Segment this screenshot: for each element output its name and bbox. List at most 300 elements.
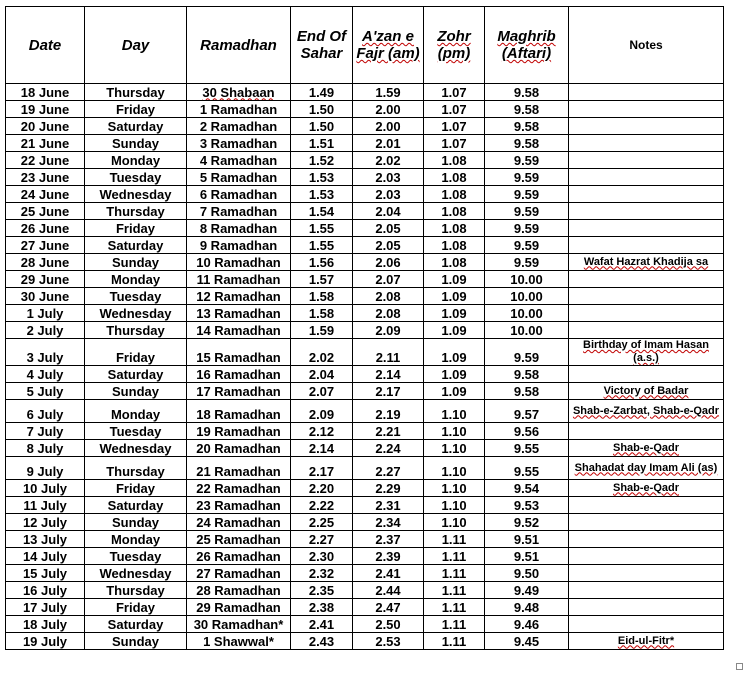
cell-ramadhan: 25 Ramadhan [187,531,291,548]
cell-notes [569,135,724,152]
cell-maghrib: 9.59 [485,169,569,186]
cell-day: Saturday [85,616,187,633]
header-row [6,7,724,84]
cell-ramadhan: 1 Shawwal* [187,633,291,650]
cell-date: 10 July [6,480,85,497]
cell-notes: Eid-ul-Fitr* [569,633,724,650]
cell-maghrib: 9.59 [485,339,569,366]
cell-end-of-sahar: 2.17 [291,457,353,480]
header-azan-fajr: A'zan e Fajr (am) [353,7,424,84]
cell-azan-fajr: 2.00 [353,118,424,135]
table-row [6,514,724,531]
cell-ramadhan: 19 Ramadhan [187,423,291,440]
cell-azan-fajr: 2.05 [353,237,424,254]
cell-azan-fajr: 1.59 [353,84,424,101]
cell-azan-fajr: 2.09 [353,322,424,339]
table-row [6,599,724,616]
cell-end-of-sahar: 2.43 [291,633,353,650]
cell-azan-fajr: 2.41 [353,565,424,582]
cell-zohr: 1.09 [424,366,485,383]
cell-maghrib: 9.58 [485,366,569,383]
table-row [6,288,724,305]
cell-end-of-sahar: 2.20 [291,480,353,497]
table-row [6,220,724,237]
cell-end-of-sahar: 1.56 [291,254,353,271]
table-row [6,169,724,186]
cell-maghrib: 9.55 [485,457,569,480]
cell-azan-fajr: 2.03 [353,169,424,186]
cell-zohr: 1.10 [424,423,485,440]
cell-ramadhan: 16 Ramadhan [187,366,291,383]
cell-date: 8 July [6,440,85,457]
cell-end-of-sahar: 1.58 [291,305,353,322]
cell-end-of-sahar: 1.57 [291,271,353,288]
cell-end-of-sahar: 2.14 [291,440,353,457]
cell-zohr: 1.10 [424,480,485,497]
cell-ramadhan: 23 Ramadhan [187,497,291,514]
cell-maghrib: 10.00 [485,322,569,339]
cell-azan-fajr: 2.11 [353,339,424,366]
cell-zohr: 1.09 [424,305,485,322]
table-row [6,305,724,322]
cell-end-of-sahar: 1.53 [291,169,353,186]
cell-end-of-sahar: 2.12 [291,423,353,440]
cell-azan-fajr: 2.53 [353,633,424,650]
cell-zohr: 1.11 [424,565,485,582]
table-row [6,366,724,383]
cell-date: 16 July [6,582,85,599]
cell-zohr: 1.11 [424,616,485,633]
cell-maghrib: 9.56 [485,423,569,440]
cell-notes [569,84,724,101]
resize-handle[interactable] [736,663,743,670]
cell-date: 5 July [6,383,85,400]
cell-maghrib: 9.59 [485,254,569,271]
table-row [6,118,724,135]
cell-notes [569,237,724,254]
cell-end-of-sahar: 2.32 [291,565,353,582]
cell-day: Monday [85,531,187,548]
cell-day: Sunday [85,383,187,400]
cell-day: Sunday [85,254,187,271]
cell-day: Monday [85,400,187,423]
table-row [6,582,724,599]
cell-date: 9 July [6,457,85,480]
cell-end-of-sahar: 1.52 [291,152,353,169]
cell-end-of-sahar: 1.49 [291,84,353,101]
cell-date: 22 June [6,152,85,169]
cell-day: Tuesday [85,423,187,440]
cell-azan-fajr: 2.02 [353,152,424,169]
cell-date: 25 June [6,203,85,220]
cell-zohr: 1.09 [424,339,485,366]
cell-date: 21 June [6,135,85,152]
cell-notes: Birthday of Imam Hasan (a.s.) [569,339,724,366]
cell-ramadhan: 17 Ramadhan [187,383,291,400]
cell-azan-fajr: 2.34 [353,514,424,531]
cell-day: Sunday [85,633,187,650]
cell-ramadhan: 1 Ramadhan [187,101,291,118]
cell-notes [569,305,724,322]
cell-notes [569,203,724,220]
cell-ramadhan: 28 Ramadhan [187,582,291,599]
cell-end-of-sahar: 1.51 [291,135,353,152]
cell-date: 6 July [6,400,85,423]
cell-zohr: 1.08 [424,186,485,203]
cell-date: 29 June [6,271,85,288]
cell-zohr: 1.11 [424,531,485,548]
cell-day: Thursday [85,203,187,220]
cell-date: 15 July [6,565,85,582]
cell-date: 17 July [6,599,85,616]
table-row [6,203,724,220]
cell-zohr: 1.08 [424,237,485,254]
cell-ramadhan: 12 Ramadhan [187,288,291,305]
cell-notes [569,118,724,135]
cell-zohr: 1.09 [424,322,485,339]
header-day: Day [85,7,187,84]
cell-notes [569,271,724,288]
cell-end-of-sahar: 2.38 [291,599,353,616]
cell-date: 18 June [6,84,85,101]
table-row [6,271,724,288]
cell-maghrib: 9.59 [485,186,569,203]
cell-day: Sunday [85,135,187,152]
cell-end-of-sahar: 2.27 [291,531,353,548]
cell-zohr: 1.11 [424,582,485,599]
cell-day: Friday [85,339,187,366]
cell-end-of-sahar: 2.02 [291,339,353,366]
cell-azan-fajr: 2.04 [353,203,424,220]
cell-date: 13 July [6,531,85,548]
table-row [6,616,724,633]
cell-zohr: 1.10 [424,457,485,480]
cell-day: Wednesday [85,305,187,322]
cell-azan-fajr: 2.01 [353,135,424,152]
cell-end-of-sahar: 1.54 [291,203,353,220]
cell-day: Friday [85,599,187,616]
cell-end-of-sahar: 2.30 [291,548,353,565]
cell-maghrib: 9.58 [485,101,569,118]
cell-end-of-sahar: 2.04 [291,366,353,383]
table-row [6,440,724,457]
cell-day: Tuesday [85,288,187,305]
cell-ramadhan: 29 Ramadhan [187,599,291,616]
cell-maghrib: 9.58 [485,135,569,152]
cell-day: Wednesday [85,186,187,203]
cell-date: 12 July [6,514,85,531]
cell-end-of-sahar: 1.59 [291,322,353,339]
cell-date: 4 July [6,366,85,383]
header-zohr: Zohr (pm) [424,7,485,84]
cell-notes [569,220,724,237]
cell-date: 19 June [6,101,85,118]
cell-maghrib: 9.58 [485,84,569,101]
cell-maghrib: 10.00 [485,288,569,305]
cell-day: Monday [85,152,187,169]
cell-ramadhan: 18 Ramadhan [187,400,291,423]
cell-day: Sunday [85,514,187,531]
cell-azan-fajr: 2.29 [353,480,424,497]
cell-ramadhan: 27 Ramadhan [187,565,291,582]
cell-azan-fajr: 2.08 [353,305,424,322]
cell-date: 19 July [6,633,85,650]
cell-maghrib: 9.52 [485,514,569,531]
cell-day: Thursday [85,457,187,480]
cell-day: Monday [85,271,187,288]
cell-zohr: 1.11 [424,599,485,616]
cell-zohr: 1.10 [424,440,485,457]
cell-zohr: 1.08 [424,152,485,169]
cell-end-of-sahar: 2.22 [291,497,353,514]
cell-notes [569,423,724,440]
cell-ramadhan: 7 Ramadhan [187,203,291,220]
cell-ramadhan: 24 Ramadhan [187,514,291,531]
table-row [6,135,724,152]
cell-end-of-sahar: 2.07 [291,383,353,400]
cell-notes: Shab-e-Zarbat, Shab-e-Qadr [569,400,724,423]
cell-maghrib: 9.59 [485,237,569,254]
cell-date: 23 June [6,169,85,186]
cell-zohr: 1.07 [424,84,485,101]
table-row [6,237,724,254]
cell-maghrib: 9.53 [485,497,569,514]
cell-zohr: 1.10 [424,400,485,423]
cell-maghrib: 9.55 [485,440,569,457]
cell-maghrib: 9.58 [485,383,569,400]
cell-date: 20 June [6,118,85,135]
cell-maghrib: 10.00 [485,271,569,288]
cell-notes [569,152,724,169]
cell-end-of-sahar: 2.25 [291,514,353,531]
cell-zohr: 1.11 [424,633,485,650]
cell-date: 14 July [6,548,85,565]
cell-end-of-sahar: 2.41 [291,616,353,633]
cell-day: Friday [85,220,187,237]
cell-maghrib: 9.49 [485,582,569,599]
table-row [6,383,724,400]
cell-ramadhan: 21 Ramadhan [187,457,291,480]
header-date: Date [6,7,85,84]
cell-ramadhan: 10 Ramadhan [187,254,291,271]
cell-zohr: 1.08 [424,254,485,271]
cell-ramadhan: 14 Ramadhan [187,322,291,339]
cell-azan-fajr: 2.21 [353,423,424,440]
header-end-of-sahar: End Of Sahar [291,7,353,84]
cell-notes [569,548,724,565]
cell-ramadhan: 13 Ramadhan [187,305,291,322]
cell-ramadhan: 5 Ramadhan [187,169,291,186]
cell-ramadhan: 22 Ramadhan [187,480,291,497]
cell-ramadhan: 30 Ramadhan* [187,616,291,633]
cell-zohr: 1.07 [424,135,485,152]
table-row [6,254,724,271]
cell-azan-fajr: 2.08 [353,288,424,305]
cell-ramadhan: 8 Ramadhan [187,220,291,237]
cell-ramadhan: 6 Ramadhan [187,186,291,203]
cell-maghrib: 9.50 [485,565,569,582]
cell-azan-fajr: 2.50 [353,616,424,633]
cell-day: Thursday [85,322,187,339]
cell-maghrib: 9.51 [485,531,569,548]
cell-azan-fajr: 2.05 [353,220,424,237]
cell-azan-fajr: 2.07 [353,271,424,288]
cell-maghrib: 9.59 [485,220,569,237]
cell-date: 7 July [6,423,85,440]
cell-notes: Wafat Hazrat Khadija sa [569,254,724,271]
cell-zohr: 1.09 [424,383,485,400]
cell-maghrib: 9.59 [485,203,569,220]
cell-notes [569,582,724,599]
cell-zohr: 1.10 [424,514,485,531]
cell-day: Saturday [85,118,187,135]
cell-date: 26 June [6,220,85,237]
cell-day: Wednesday [85,440,187,457]
cell-notes [569,288,724,305]
header-ramadhan: Ramadhan [187,7,291,84]
cell-azan-fajr: 2.44 [353,582,424,599]
cell-end-of-sahar: 2.35 [291,582,353,599]
cell-date: 1 July [6,305,85,322]
cell-azan-fajr: 2.03 [353,186,424,203]
cell-azan-fajr: 2.37 [353,531,424,548]
table-row [6,322,724,339]
cell-date: 28 June [6,254,85,271]
cell-maghrib: 9.51 [485,548,569,565]
cell-date: 3 July [6,339,85,366]
cell-ramadhan: 11 Ramadhan [187,271,291,288]
cell-ramadhan: 9 Ramadhan [187,237,291,254]
cell-day: Friday [85,101,187,118]
cell-date: 27 June [6,237,85,254]
cell-day: Saturday [85,237,187,254]
cell-azan-fajr: 2.17 [353,383,424,400]
cell-zohr: 1.11 [424,548,485,565]
cell-notes: Shahadat day Imam Ali (as) [569,457,724,480]
cell-day: Saturday [85,497,187,514]
header-notes: Notes [569,7,724,84]
cell-notes [569,186,724,203]
cell-zohr: 1.08 [424,169,485,186]
cell-maghrib: 9.58 [485,118,569,135]
cell-zohr: 1.09 [424,271,485,288]
cell-zohr: 1.07 [424,101,485,118]
cell-notes [569,366,724,383]
cell-ramadhan: 2 Ramadhan [187,118,291,135]
cell-azan-fajr: 2.24 [353,440,424,457]
cell-zohr: 1.09 [424,288,485,305]
table-row [6,339,724,366]
table-row [6,186,724,203]
table-row [6,497,724,514]
cell-azan-fajr: 2.27 [353,457,424,480]
cell-date: 18 July [6,616,85,633]
cell-day: Saturday [85,366,187,383]
table-row [6,633,724,650]
cell-maghrib: 9.59 [485,152,569,169]
table-row [6,480,724,497]
cell-azan-fajr: 2.31 [353,497,424,514]
cell-ramadhan: 20 Ramadhan [187,440,291,457]
cell-ramadhan: 30 Shabaan [187,84,291,101]
cell-notes [569,599,724,616]
table-row [6,565,724,582]
cell-zohr: 1.07 [424,118,485,135]
cell-day: Tuesday [85,548,187,565]
cell-notes [569,101,724,118]
cell-azan-fajr: 2.00 [353,101,424,118]
cell-maghrib: 9.57 [485,400,569,423]
cell-azan-fajr: 2.19 [353,400,424,423]
cell-zohr: 1.10 [424,497,485,514]
cell-notes: Victory of Badar [569,383,724,400]
cell-notes [569,322,724,339]
table-row [6,400,724,423]
cell-notes [569,565,724,582]
cell-end-of-sahar: 2.09 [291,400,353,423]
cell-notes: Shab-e-Qadr [569,480,724,497]
cell-maghrib: 9.45 [485,633,569,650]
table-row [6,423,724,440]
cell-notes [569,514,724,531]
cell-azan-fajr: 2.39 [353,548,424,565]
table-row [6,457,724,480]
cell-maghrib: 9.54 [485,480,569,497]
cell-maghrib: 9.48 [485,599,569,616]
cell-azan-fajr: 2.06 [353,254,424,271]
cell-date: 11 July [6,497,85,514]
cell-end-of-sahar: 1.53 [291,186,353,203]
cell-day: Friday [85,480,187,497]
cell-date: 30 June [6,288,85,305]
cell-notes [569,531,724,548]
table-row [6,531,724,548]
cell-maghrib: 9.46 [485,616,569,633]
cell-end-of-sahar: 1.55 [291,220,353,237]
cell-notes [569,169,724,186]
table-row [6,84,724,101]
table-row [6,101,724,118]
cell-end-of-sahar: 1.50 [291,101,353,118]
table-row [6,152,724,169]
table-row [6,548,724,565]
table-body [6,84,724,650]
cell-notes [569,616,724,633]
cell-zohr: 1.08 [424,220,485,237]
ramadhan-timetable [5,6,724,650]
cell-day: Thursday [85,84,187,101]
cell-notes: Shab-e-Qadr [569,440,724,457]
cell-date: 24 June [6,186,85,203]
cell-end-of-sahar: 1.50 [291,118,353,135]
cell-zohr: 1.08 [424,203,485,220]
cell-date: 2 July [6,322,85,339]
cell-end-of-sahar: 1.55 [291,237,353,254]
cell-notes [569,497,724,514]
header-maghrib: Maghrib (Aftari) [485,7,569,84]
cell-ramadhan: 15 Ramadhan [187,339,291,366]
cell-day: Thursday [85,582,187,599]
cell-ramadhan: 4 Ramadhan [187,152,291,169]
cell-day: Tuesday [85,169,187,186]
cell-end-of-sahar: 1.58 [291,288,353,305]
cell-day: Wednesday [85,565,187,582]
cell-maghrib: 10.00 [485,305,569,322]
cell-azan-fajr: 2.47 [353,599,424,616]
cell-ramadhan: 3 Ramadhan [187,135,291,152]
cell-ramadhan: 26 Ramadhan [187,548,291,565]
cell-azan-fajr: 2.14 [353,366,424,383]
